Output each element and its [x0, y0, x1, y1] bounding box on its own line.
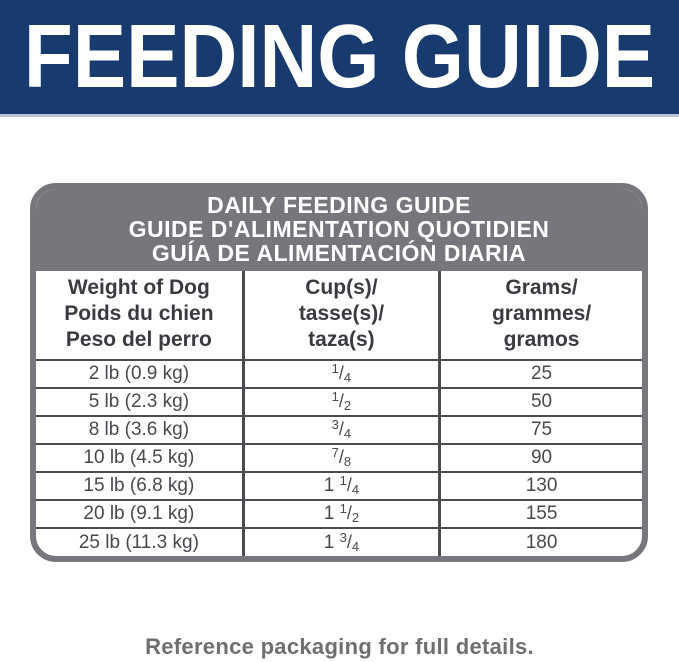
feeding-table: [36, 271, 642, 556]
cups-cell: [243, 360, 439, 388]
col-grams-line-es: gramos: [503, 328, 580, 351]
col-grams-line-fr: grammes/: [491, 302, 592, 325]
cups-cell: [243, 444, 439, 472]
weight-cell: [36, 444, 243, 472]
col-weight-line-en: Weight of Dog: [67, 276, 210, 299]
weight-cell: [36, 388, 243, 416]
header-row: [36, 271, 642, 360]
cups-numerator: 1: [339, 473, 347, 488]
cups-numerator: 7: [331, 445, 339, 460]
fraction-slash: /: [338, 447, 344, 467]
cups-numerator: 3: [339, 529, 347, 545]
cups-numerator: 3: [331, 417, 339, 432]
col-weight-line-fr: Poids du chien: [64, 302, 214, 325]
cups-cell: [243, 388, 439, 416]
footer-note: Reference packaging for full details.: [145, 634, 534, 659]
cups-value: [323, 529, 360, 554]
grams-cell: [440, 444, 642, 472]
grams-cell: [440, 500, 642, 528]
cups-numerator: 1: [339, 501, 347, 516]
banner-title: FEEDING GUIDE: [23, 6, 656, 107]
grams-value: 75: [530, 419, 553, 440]
table-row: [36, 416, 642, 444]
fraction-slash: /: [338, 419, 344, 439]
table-row: [36, 388, 642, 416]
cups-denominator: 2: [351, 510, 360, 525]
guide-title-line-es: GUÍA DE ALIMENTACIÓN DIARIA: [151, 240, 527, 266]
cups-value: [332, 363, 351, 384]
cups-value: [332, 419, 351, 440]
fraction-slash: /: [338, 391, 344, 411]
weight-value: 8 lb (3.6 kg): [88, 419, 190, 440]
fraction-slash: /: [346, 531, 352, 552]
guide-card-title: [35, 188, 643, 271]
weight-cell: [36, 528, 243, 556]
grams-value: 50: [530, 391, 553, 412]
cups-cell: [243, 472, 439, 500]
cups-value: [324, 475, 359, 496]
cups-denominator: 4: [351, 482, 360, 497]
cups-value: [324, 503, 359, 524]
feeding-table-body: [36, 360, 642, 556]
col-header-cups: [243, 271, 439, 360]
table-row: [36, 472, 642, 500]
grams-cell: [440, 416, 642, 444]
cups-cell: [243, 416, 439, 444]
cups-denominator: 8: [343, 454, 352, 469]
grams-cell: [440, 388, 642, 416]
grams-value: 180: [525, 531, 558, 553]
col-header-grams: [440, 271, 642, 360]
col-grams-line-en: Grams/: [505, 276, 578, 299]
weight-cell: [36, 472, 243, 500]
col-cups-line-en: Cup(s)/: [305, 276, 378, 299]
cups-denominator: 4: [343, 426, 352, 441]
weight-value: 20 lb (9.1 kg): [83, 503, 195, 524]
weight-value: 2 lb (0.9 kg): [88, 363, 190, 384]
cups-whole: 1: [323, 531, 340, 553]
fraction-slash: /: [346, 475, 352, 495]
guide-title-line-fr: GUIDE D'ALIMENTATION QUOTIDIEN: [128, 216, 550, 242]
grams-value: 90: [530, 447, 553, 468]
table-row: [36, 360, 642, 388]
weight-value: 25 lb (11.3 kg): [78, 531, 199, 553]
cups-value: [332, 391, 351, 412]
table-row: [36, 444, 642, 472]
fraction-slash: /: [338, 363, 344, 383]
fraction-slash: /: [346, 503, 352, 523]
col-cups-line-es: taza(s): [308, 328, 375, 351]
table-row: [36, 528, 642, 556]
guide-title-line-en: DAILY FEEDING GUIDE: [207, 192, 471, 218]
weight-cell: [36, 500, 243, 528]
weight-cell: [36, 416, 243, 444]
grams-value: 25: [530, 363, 553, 384]
cups-numerator: 1: [331, 389, 339, 404]
daily-feeding-guide-card: [30, 183, 648, 562]
grams-cell: [440, 360, 642, 388]
grams-value: 130: [525, 475, 558, 496]
col-header-weight: [36, 271, 243, 360]
weight-value: 5 lb (2.3 kg): [88, 391, 190, 412]
cups-denominator: 4: [351, 538, 360, 554]
weight-cell: [36, 360, 243, 388]
cups-denominator: 4: [343, 370, 352, 385]
grams-cell: [440, 528, 642, 556]
col-weight-line-es: Peso del perro: [65, 328, 212, 351]
grams-value: 155: [525, 503, 558, 524]
cups-cell: [243, 528, 439, 556]
feeding-table-header: [36, 271, 642, 360]
col-cups-line-fr: tasse(s)/: [298, 302, 385, 325]
cups-numerator: 1: [331, 361, 339, 376]
cups-value: [332, 447, 351, 468]
cups-whole: 1: [323, 503, 340, 524]
grams-cell: [440, 472, 642, 500]
table-row: [36, 500, 642, 528]
cups-whole: 1: [323, 475, 340, 496]
cups-denominator: 2: [343, 398, 352, 413]
weight-value: 15 lb (6.8 kg): [83, 475, 195, 496]
feeding-guide-banner: [0, 0, 679, 117]
cups-cell: [243, 500, 439, 528]
weight-value: 10 lb (4.5 kg): [83, 447, 195, 468]
